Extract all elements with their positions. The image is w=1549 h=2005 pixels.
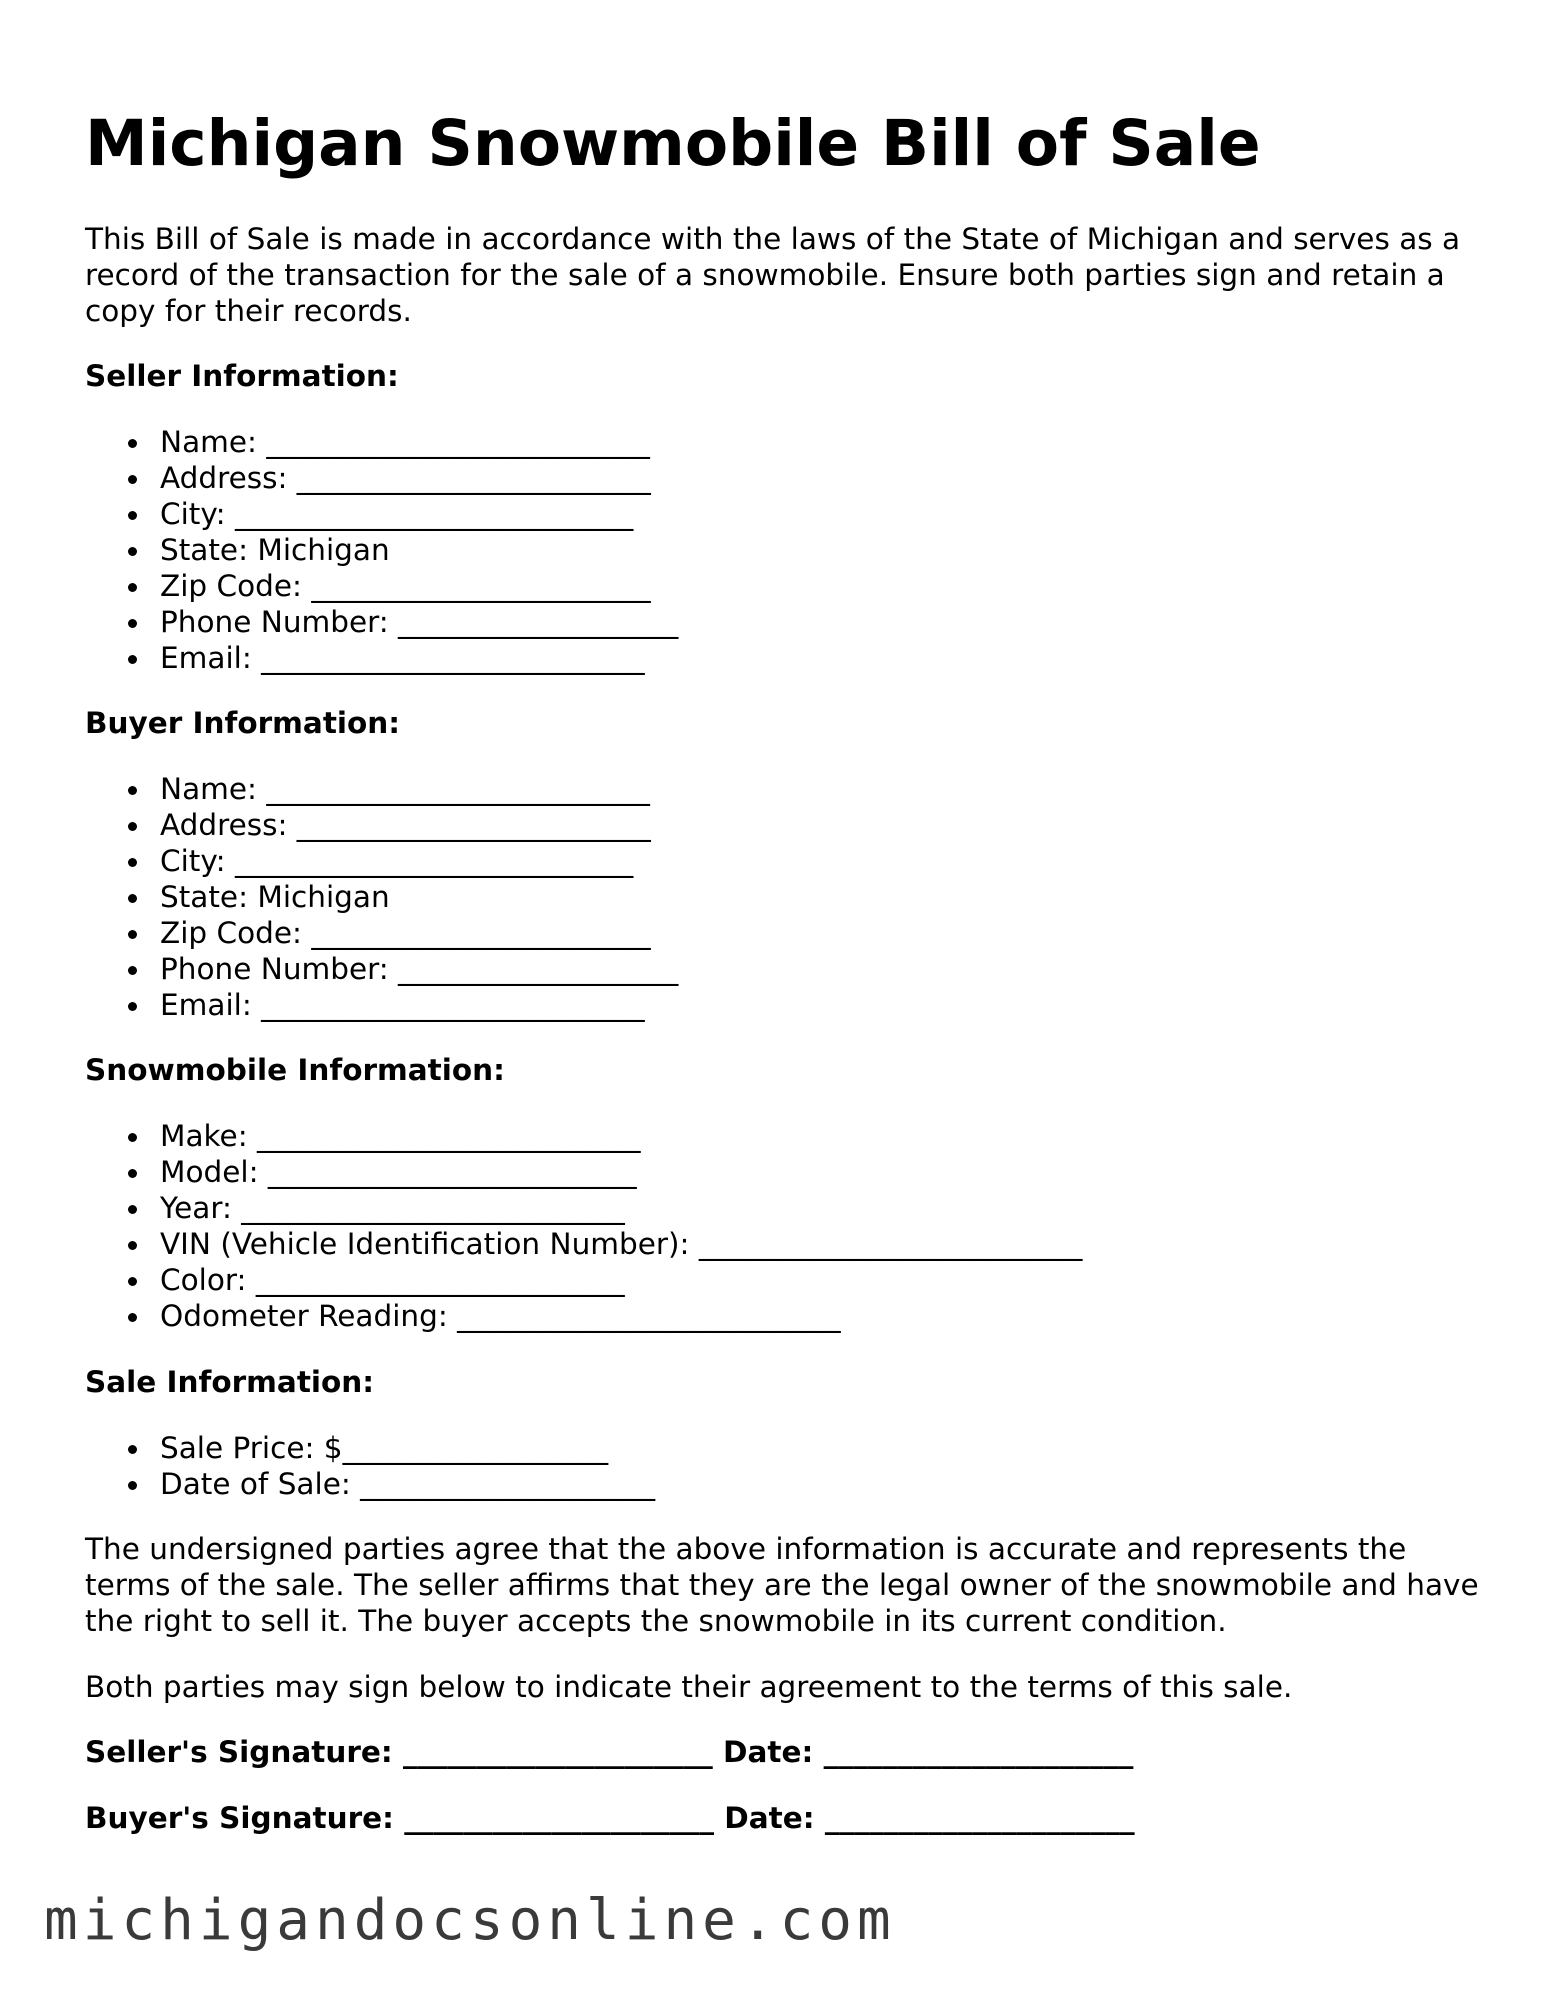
seller-signature-line: Seller's Signature: _____________________ Date: _____________________ (85, 1735, 1134, 1769)
seller-name-field: Name: __________________________ (85, 424, 678, 460)
seller-section-heading: Seller Information: (85, 359, 399, 393)
buyer-zip-field: Zip Code: _______________________ (85, 915, 678, 951)
buyer-section-heading: Buyer Information: (85, 706, 401, 740)
seller-fields-list (85, 424, 678, 676)
sale-section-heading: Sale Information: (85, 1365, 375, 1399)
agreement-paragraph: The undersigned parties agree that the above information is accurate and represents the terms of the sale. The seller affirms that they are the legal owner of the snowmobile and have the right to sell it. The buyer accepts the snowmobile in its current condition. (85, 1532, 1479, 1638)
snowmobile-year-field: Year: __________________________ (85, 1190, 1082, 1226)
snowmobile-fields-list (85, 1118, 1082, 1334)
site-watermark: michigandocsonline.com (44, 1888, 896, 1953)
buyer-state-field: State: Michigan (85, 879, 678, 915)
buyer-fields-list (85, 771, 678, 1023)
sale-date-field: Date of Sale: ____________________ (85, 1466, 655, 1502)
buyer-address-field: Address: ________________________ (85, 807, 678, 843)
seller-state-field: State: Michigan (85, 532, 678, 568)
sign-note-paragraph: Both parties may sign below to indicate their agreement to the terms of this sale. (85, 1670, 1293, 1704)
sale-price-field: Sale Price: $__________________ (85, 1430, 655, 1466)
seller-email-field: Email: __________________________ (85, 640, 678, 676)
intro-paragraph: This Bill of Sale is made in accordance with the laws of the State of Michigan and serves as a record of the transaction for the sale of a snowmobile. Ensure both parties sign and retain a copy for their records. (85, 222, 1461, 328)
buyer-signature-line: Buyer's Signature: _____________________ Date: _____________________ (85, 1801, 1135, 1835)
snowmobile-make-field: Make: __________________________ (85, 1118, 1082, 1154)
buyer-phone-field: Phone Number: ___________________ (85, 951, 678, 987)
sale-fields-list (85, 1430, 655, 1502)
buyer-name-field: Name: __________________________ (85, 771, 678, 807)
snowmobile-section-heading: Snowmobile Information: (85, 1053, 505, 1087)
buyer-email-field: Email: __________________________ (85, 987, 678, 1023)
document-title: Michigan Snowmobile Bill of Sale (85, 107, 1261, 180)
seller-address-field: Address: ________________________ (85, 460, 678, 496)
buyer-city-field: City: ___________________________ (85, 843, 678, 879)
seller-zip-field: Zip Code: _______________________ (85, 568, 678, 604)
seller-city-field: City: ___________________________ (85, 496, 678, 532)
snowmobile-vin-field: VIN (Vehicle Identification Number): __________________________ (85, 1226, 1082, 1262)
snowmobile-model-field: Model: _________________________ (85, 1154, 1082, 1190)
snowmobile-odometer-field: Odometer Reading: __________________________ (85, 1298, 1082, 1334)
seller-phone-field: Phone Number: ___________________ (85, 604, 678, 640)
snowmobile-color-field: Color: _________________________ (85, 1262, 1082, 1298)
